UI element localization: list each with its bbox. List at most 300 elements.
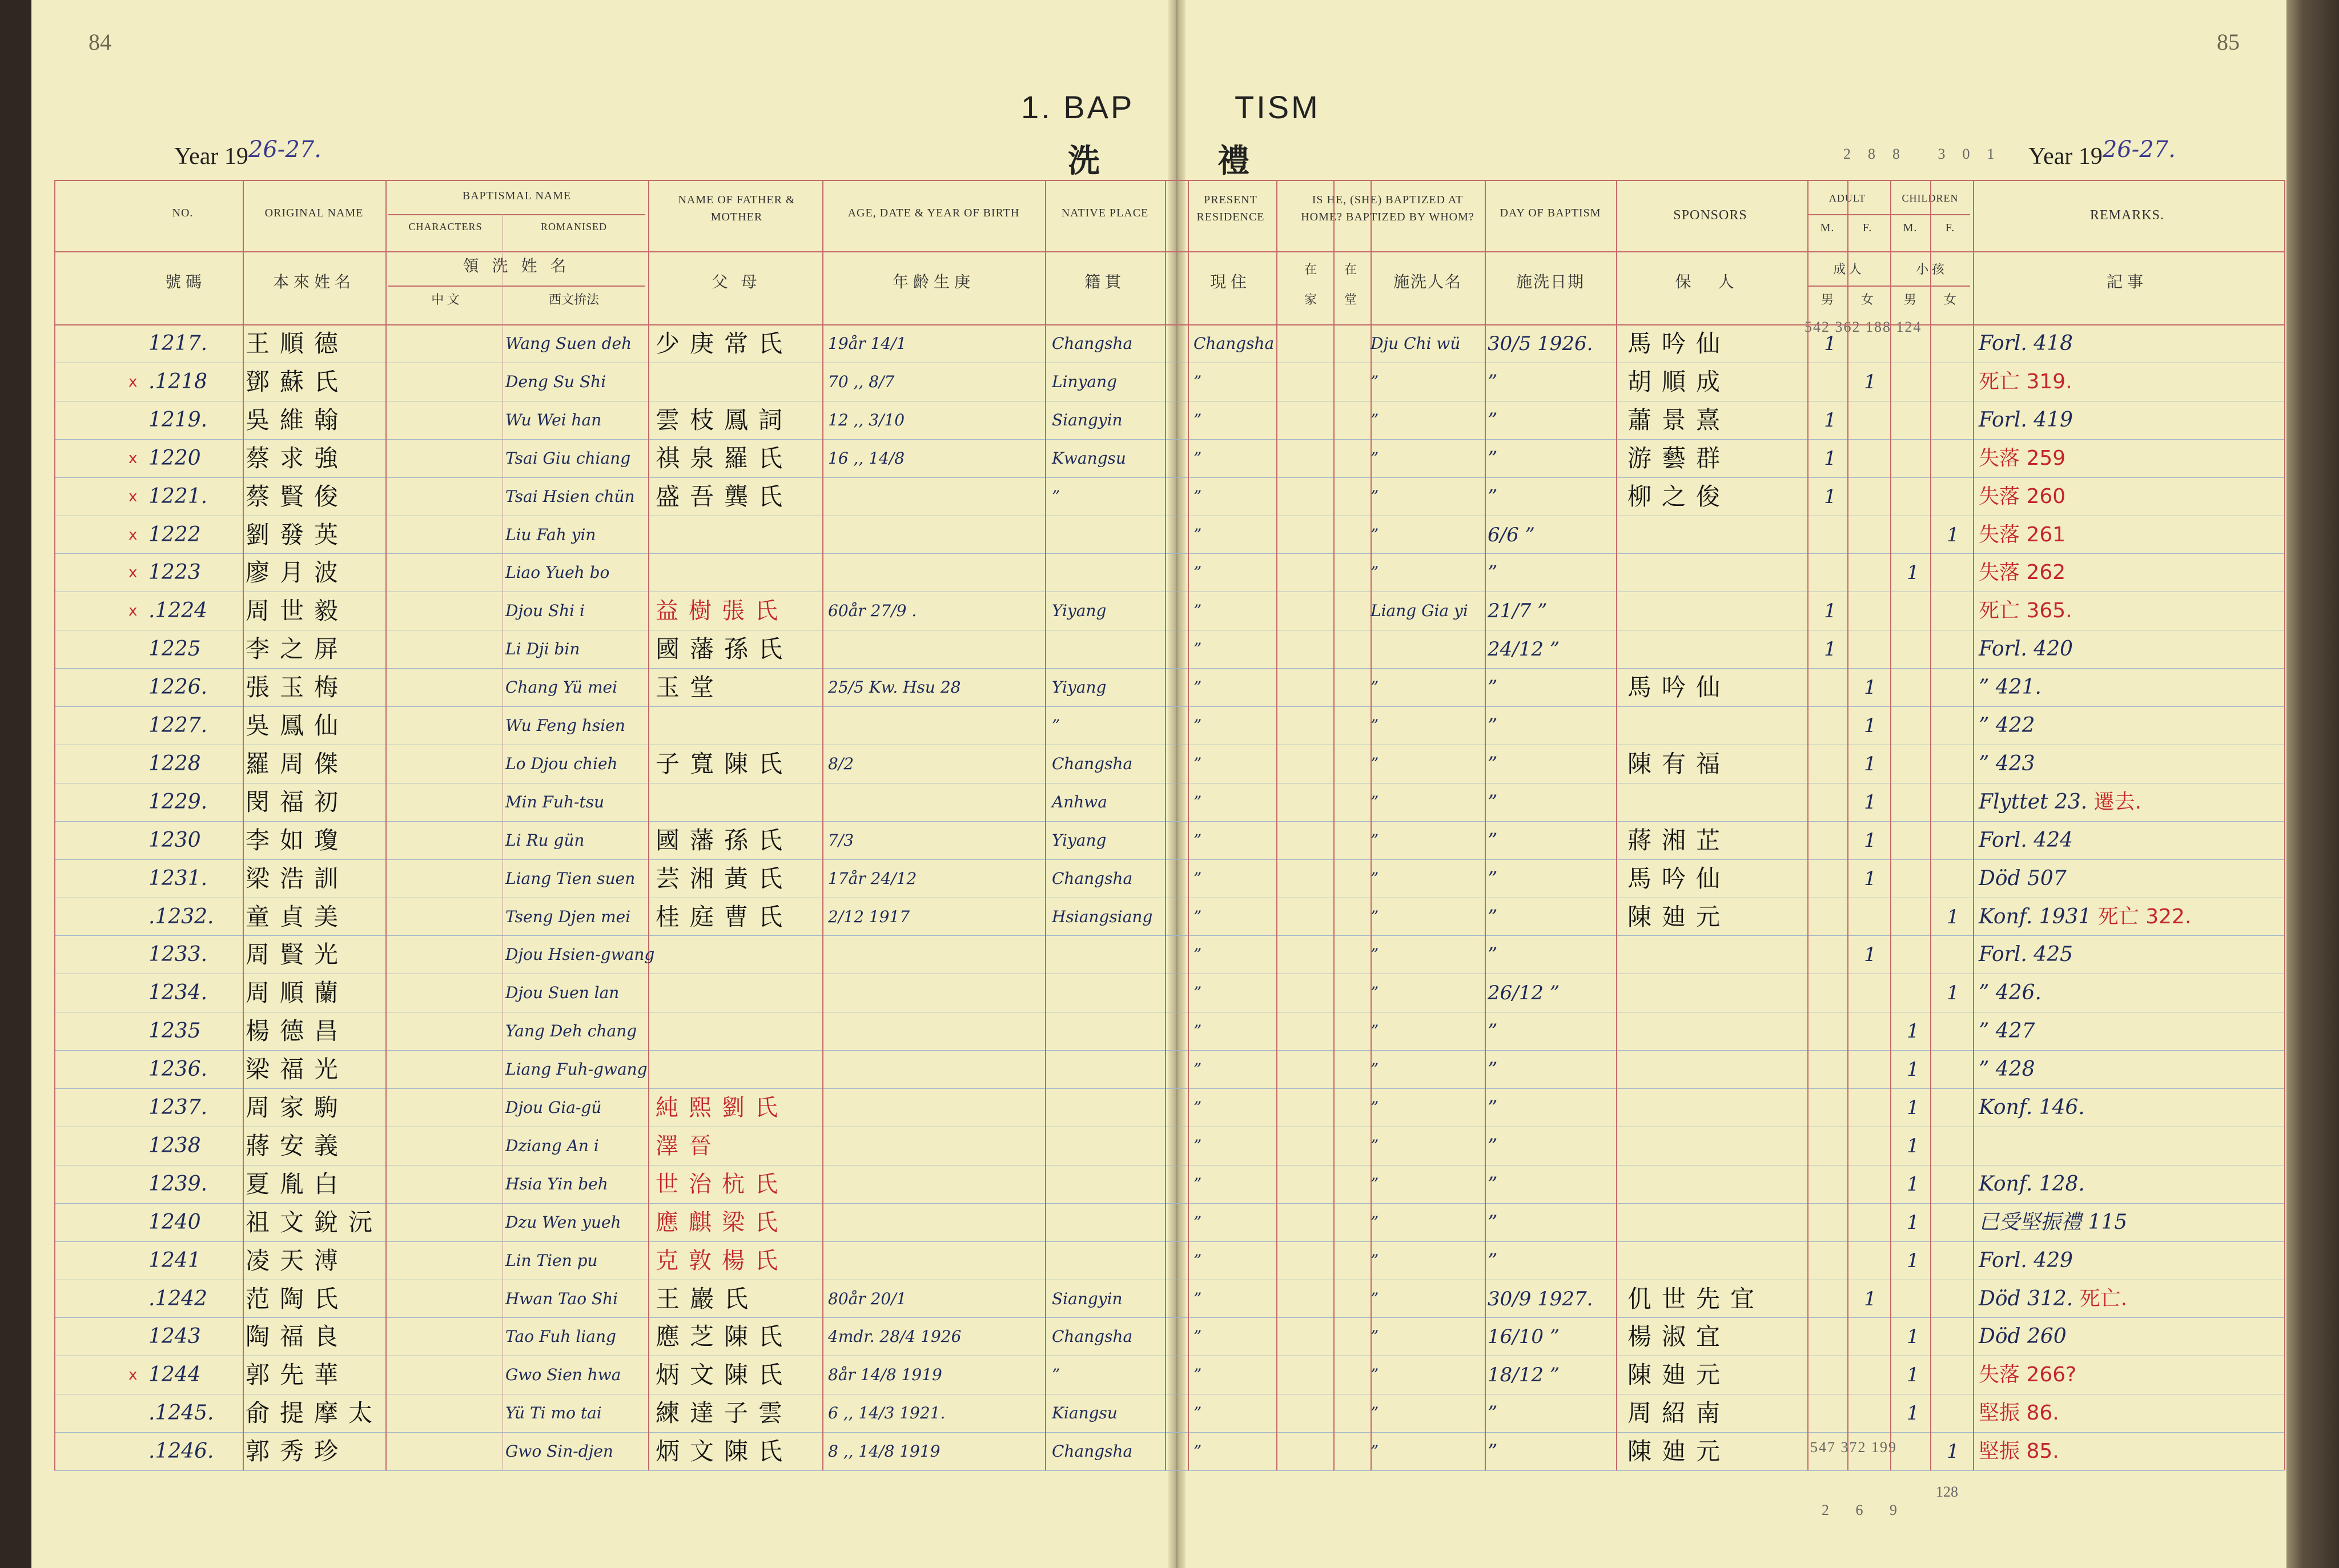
sponsor-name: 胡順成 [1627,367,1731,396]
residence: ” [1193,1136,1202,1155]
native-place: Kwangsu [1052,448,1126,468]
original-name: 梁福光 [246,1055,349,1084]
rule-v [1616,180,1617,1470]
rule-v [1973,180,1974,1470]
year-value-left: 26-27. [248,136,321,163]
age-birth: 8/2 [828,754,854,773]
remarks [1979,670,2041,705]
rule-h [54,1241,2284,1242]
rule-h [1807,286,1970,287]
tally-mark: 1 [1824,332,1836,355]
day-of-baptism: ” [1488,752,1498,775]
header-child-m: M. [1903,222,1918,234]
residence: ” [1193,907,1202,926]
baptized-by: ” [1371,1212,1379,1232]
original-name: 祖文銳沅 [246,1208,383,1236]
rule-v [822,180,823,1470]
remarks [1979,1320,2067,1354]
entry-number: 1243 [148,1325,201,1349]
remark-text: Död 312. [1979,1286,2073,1310]
header-zh-f1: 女 [1860,292,1874,307]
sponsor-name: 馬吟仙 [1627,673,1731,702]
original-name: 蔡求強 [246,444,349,472]
romanised-name: Min Fuh-tsu [505,792,605,811]
rule-v [243,180,244,1470]
header-father-mother: NAME OF FATHER & MOTHER [678,194,795,223]
left-page-number: 84 [89,29,111,55]
remark-text: Forl. 424 [1979,828,2073,852]
romanised-name: Djou Suen lan [505,983,620,1003]
original-name: 李之屏 [246,635,349,664]
remarks [1979,403,2073,437]
tally-mark: 1 [1864,790,1876,814]
day-of-baptism: ” [1488,1058,1498,1081]
romanised-name: Lin Tien pu [505,1251,598,1270]
remarks [1979,709,2035,743]
tally-mark: 1 [1907,1402,1919,1425]
year-label-left: Year 19 [174,143,248,170]
baptized-by: ” [1371,1404,1379,1423]
romanised-name: Yü Ti mo tai [505,1404,602,1423]
native-place: ” [1052,1365,1060,1385]
header-zh-m1: 男 [1820,292,1834,307]
tally-mark: 1 [1907,1211,1919,1234]
rule-h [54,1470,2284,1471]
parents-name: 芸湘黃氏 [656,864,793,892]
cross-mark: x [128,373,138,391]
age-birth: 80år 20/1 [828,1289,907,1308]
parents-name: 玉堂 [656,673,725,702]
romanised-name: Liao Yueh bo [505,563,610,582]
tally-mark: 1 [1907,1325,1919,1349]
header-zh-hall1: 在 [1344,262,1357,276]
baptized-by: ” [1371,372,1379,391]
entry-number: 1223 [148,561,201,585]
age-birth: 2/12 1917 [828,907,910,926]
entry-number: 1241 [148,1248,201,1272]
native-place: Anhwa [1052,792,1107,811]
baptized-by: ” [1371,678,1379,697]
remark-text: Konf. 1931 [1979,904,2092,928]
original-name: 楊德昌 [246,1017,349,1046]
baptized-by: ” [1371,1442,1379,1461]
residence: ” [1193,716,1202,735]
day-of-baptism: ” [1488,676,1498,699]
tally-mark: 1 [1947,982,1959,1005]
baptized-by: ” [1371,448,1379,468]
cross-mark: x [128,449,138,467]
residence: ” [1193,1289,1202,1308]
residence: ” [1193,1404,1202,1423]
romanised-name: Li Dji bin [505,640,580,659]
parents-name: 桂庭曹氏 [656,902,793,931]
entry-number: 1221. [148,484,208,508]
baptized-by: ” [1371,1289,1379,1308]
remarks [1979,862,2067,896]
baptized-by: ” [1371,1098,1379,1117]
remark-text: Forl. 419 [1979,408,2073,432]
age-birth: 6 ,, 14/3 1921. [828,1404,946,1423]
remarks [1979,441,2065,476]
remarks [1979,1167,2085,1201]
cross-mark: x [128,564,138,582]
remarks [1979,1434,2059,1469]
rule-h [388,286,645,287]
sponsor-name: 蕭景熹 [1627,405,1731,434]
remark-red-text: 堅振 86. [1979,1401,2059,1425]
remark-red-text: 失落 260 [1979,484,2066,508]
title-zh-right: 禮 [1217,144,1249,179]
native-place: Changsha [1052,334,1133,353]
day-of-baptism: ” [1488,1096,1498,1119]
remark-text: ” 423 [1979,751,2035,775]
native-place: Siangyin [1052,1289,1123,1308]
sponsor-name: 楊淑宜 [1627,1322,1731,1351]
remark-text: ” 426. [1979,981,2042,1005]
native-place: Yiyang [1052,601,1107,621]
baptized-by: Dju Chi wü [1371,334,1461,353]
romanised-name: Li Ru gün [505,830,585,850]
header-zh-f2: 女 [1943,292,1956,307]
rule-v [1188,180,1189,1470]
parents-name: 少庚常氏 [656,329,793,357]
year-value-right: 26-27. [2102,136,2176,163]
age-birth: 17år 24/12 [828,869,917,888]
rule-h [54,553,2284,554]
original-name: 周賢光 [246,940,349,969]
entry-number: 1236. [148,1058,208,1081]
day-of-baptism: ” [1488,1020,1498,1043]
day-of-baptism: 21/7 ” [1488,600,1548,623]
original-name: 郭秀珍 [246,1437,349,1466]
romanised-name: Liang Fuh-gwang [505,1060,648,1079]
header-age: AGE, DATE & YEAR OF BIRTH [847,207,1020,219]
tally-mark: 1 [1864,714,1876,737]
residence: ” [1193,525,1202,544]
sponsor-name: 陳廸元 [1627,1361,1731,1389]
remark-red-text: 死亡 319. [1979,369,2072,393]
tally-mark: 1 [1947,905,1959,928]
entry-number: .1242 [148,1286,208,1310]
day-of-baptism: ” [1488,790,1498,814]
entry-number: 1217. [148,332,208,355]
entry-number: 1231. [148,866,208,890]
day-of-baptism: ” [1488,867,1498,890]
right-page-number: 85 [2217,29,2240,55]
original-name: 閔福初 [246,787,349,816]
day-of-baptism: ” [1488,829,1498,852]
parents-name: 應麒梁氏 [656,1209,788,1236]
original-name: 周家駒 [246,1093,349,1121]
romanised-name: Tsai Giu chiang [505,448,631,468]
remark-text: Konf. 146. [1979,1096,2085,1119]
rule-h [1807,214,1970,215]
remark-red-text: 堅振 85. [1979,1440,2059,1464]
header-zh-m2: 男 [1903,292,1916,307]
cross-mark: x [128,602,138,620]
header-children: CHILDREN [1902,192,1959,204]
day-of-baptism: ” [1488,370,1498,393]
remark-text: Forl. 418 [1979,332,2073,355]
rule-v [1485,180,1486,1470]
original-name: 童貞美 [246,902,349,931]
parents-name: 應芝陳氏 [656,1322,793,1351]
native-place: Changsha [1052,1327,1133,1346]
day-of-baptism: ” [1488,408,1498,432]
residence: ” [1193,1174,1202,1193]
header-adult-m: M. [1820,222,1835,234]
romanised-name: Djou Gia-gü [505,1098,602,1117]
header-original-name: ORIGINAL NAME [264,207,364,219]
baptized-by: ” [1371,983,1379,1003]
residence: ” [1193,1365,1202,1385]
original-name: 羅周傑 [246,749,349,778]
day-of-baptism: 24/12 ” [1488,638,1560,661]
residence: ” [1193,563,1202,582]
parents-name: 國藩孫氏 [656,635,793,664]
tally-mark: 1 [1907,1249,1919,1272]
residence: ” [1193,983,1202,1003]
tally-mark: 1 [1864,676,1876,699]
cross-mark: x [128,526,138,544]
rule-h [388,214,645,215]
original-name: 俞提摩太 [246,1399,383,1428]
original-name: 陶福良 [246,1322,349,1351]
header-residence: PRESENT RESIDENCE [1196,194,1265,223]
year-left [174,136,321,170]
year-label-right: Year 19 [2028,143,2103,170]
entry-number: 1222 [148,522,201,546]
day-of-baptism: 6/6 ” [1488,523,1535,546]
entry-number: 1226. [148,676,208,699]
original-name: 梁浩訓 [246,864,349,892]
top-tally: 288 301 [1843,146,2012,162]
header-day: DAY OF BAPTISM [1500,207,1601,219]
residence: ” [1193,678,1202,697]
romanised-name: Djou Hsien-gwang [505,945,655,964]
remarks [1979,1244,2073,1278]
remark-red-text: 死亡 365. [1979,599,2072,623]
rule-v [1930,180,1931,1470]
book-edge [2286,0,2339,1568]
header-sponsors: SPONSORS [1673,208,1747,223]
remark-red-text: 失落 262 [1979,561,2066,585]
romanised-name: Gwo Sin-djen [505,1442,613,1461]
entry-number: 1233. [148,943,208,967]
entry-number: .1245. [148,1401,214,1425]
remark-red-text: 失落 261 [1979,522,2066,546]
day-of-baptism: ” [1488,1440,1498,1464]
header-adult: ADULT [1828,192,1866,204]
romanised-name: Liu Fah yin [505,525,596,544]
remarks [1979,900,2191,934]
remark-text: ” 428 [1979,1058,2035,1081]
rule-h [54,1432,2284,1433]
entry-number: 1229. [148,790,208,814]
title-right: TISM [1235,89,1320,125]
day-of-baptism: ” [1488,1402,1498,1425]
romanised-name: Yang Deh chang [505,1022,637,1041]
baptized-by: ” [1371,945,1379,964]
native-place: Siangyin [1052,410,1123,429]
remarks [1979,1052,2035,1087]
parents-name: 澤晉 [656,1132,722,1159]
residence: ” [1193,410,1202,429]
tally-mark: 1 [1907,1096,1919,1119]
native-place: ” [1052,487,1060,506]
remarks [1979,1091,2085,1125]
remark-red-text: 死亡 322. [2091,904,2192,928]
day-of-baptism: ” [1488,1249,1498,1272]
residence: ” [1193,945,1202,964]
day-of-baptism: ” [1488,561,1498,585]
rule-h [54,477,2284,478]
rule-v [1807,180,1808,1470]
original-name: 夏胤白 [246,1169,349,1198]
title-zh-left: 洗 [1068,144,1100,179]
age-birth: 4mdr. 28/4 1926 [828,1327,962,1346]
header-zh-native: 籍貫 [1084,274,1126,291]
entry-number: 1240 [148,1210,201,1234]
header-romanised: ROMANISED [540,221,607,232]
original-name: 蔣安義 [246,1131,349,1160]
remark-text: Forl. 425 [1979,943,2073,967]
residence: ” [1193,754,1202,773]
age-birth: 19år 14/1 [828,334,907,353]
header-characters: CHARACTERS [408,221,483,232]
original-name: 蔡賢俊 [246,482,349,510]
tally-mark: 1 [1907,561,1919,585]
residence: ” [1193,601,1202,621]
header-zh-chars: 中 文 [431,292,460,307]
bottom-tally: 547 372 199 [1810,1439,1897,1456]
parents-name: 祺泉羅氏 [656,444,793,472]
remark-text: Forl. 420 [1979,637,2073,661]
residence: Changsha [1193,334,1275,353]
romanised-name: Tsai Hsien chün [505,487,635,506]
romanised-name: Tao Fuh liang [505,1327,616,1346]
remarks [1979,365,2072,399]
day-of-baptism: 18/12 ” [1488,1364,1560,1387]
header-zh-remarks: 記事 [2106,274,2148,291]
romanised-name: Gwo Sien hwa [505,1365,621,1385]
remarks [1979,518,2065,552]
header-zh-no: 號碼 [164,274,206,291]
rule-h [54,439,2284,440]
baptized-by: ” [1371,754,1379,773]
header-zh-home1: 在 [1304,262,1317,276]
header-zh-hall2: 堂 [1344,292,1357,307]
header-child-f: F. [1945,222,1955,234]
age-birth: 8 ,, 14/8 1919 [828,1442,941,1461]
parents-name: 炳文陳氏 [656,1437,793,1466]
rule-v [1045,180,1046,1470]
parents-name: 盛吾龔氏 [656,482,793,510]
romanised-name: Tseng Djen mei [505,907,631,926]
original-name: 吳維翰 [246,405,349,434]
remarks [1979,327,2073,361]
tally-mark: 1 [1947,523,1959,546]
age-birth: 12 ,, 3/10 [828,410,905,429]
parents-name: 克敦楊氏 [656,1247,788,1274]
day-of-baptism: ” [1488,943,1498,967]
baptized-by: ” [1371,1174,1379,1193]
day-of-baptism: ” [1488,447,1498,470]
romanised-name: Dzu Wen yueh [505,1212,621,1232]
header-zh-child: 小 孩 [1916,262,1944,276]
rule-v [54,180,55,1470]
entry-number: .1218 [148,369,208,393]
residence: ” [1193,1327,1202,1346]
tally-mark: 1 [1864,1287,1876,1310]
entry-number: 1238 [148,1133,201,1157]
sponsor-name: 蔣湘芷 [1627,826,1731,854]
rule-v [1333,180,1335,1470]
romanised-name: Chang Yü mei [505,678,618,697]
day-of-baptism: 26/12 ” [1488,982,1560,1005]
rule-v [648,180,649,1470]
rule-h [54,180,2284,181]
baptized-by: ” [1371,1060,1379,1079]
sponsor-name: 仉世先宜 [1627,1284,1765,1313]
baptized-by: ” [1371,830,1379,850]
header-zh-by: 施洗人名 [1393,274,1462,291]
baptized-by: ” [1371,1022,1379,1041]
remark-text: ” 422 [1979,714,2035,737]
original-name: 周世毅 [246,597,349,625]
romanised-name: Hsia Yin beh [505,1174,608,1193]
header-native: NATIVE PLACE [1061,207,1149,219]
tally-mark: 1 [1824,408,1836,432]
day-of-baptism: 30/9 1927. [1488,1287,1593,1310]
book-gutter [1168,0,1185,1568]
remarks [1979,976,2041,1010]
parents-name: 國藩孫氏 [656,826,793,854]
rule-h [54,1088,2284,1089]
parents-name: 子寬陳氏 [656,749,793,778]
rule-h [54,1317,2284,1318]
original-name: 郭先華 [246,1361,349,1389]
remarks [1979,1358,2076,1392]
residence: ” [1193,1442,1202,1461]
rule-v [1890,180,1891,1470]
remarks [1979,480,2065,514]
baptized-by: ” [1371,487,1379,506]
remarks [1979,785,2141,819]
sponsor-name: 陳廸元 [1627,902,1731,931]
header-zh-sponsors: 保 人 [1675,274,1746,291]
rule-h [54,1203,2284,1204]
entry-number: 1225 [148,637,201,661]
tally-mark: 1 [1864,943,1876,967]
remark-text: ” 421. [1979,676,2042,699]
romanised-name: Lo Djou chieh [505,754,618,773]
remark-text: Forl. 429 [1979,1248,2073,1272]
rule-v [2284,180,2285,1470]
rule-h [54,859,2284,860]
remark-red-text: 失落 266? [1979,1363,2077,1387]
cross-mark: x [128,1366,138,1384]
tally-mark: 1 [1947,1440,1959,1464]
header-zh-roman: 西文拚法 [548,292,599,307]
rule-v [1276,180,1277,1470]
remarks [1979,1396,2059,1430]
residence: ” [1193,869,1202,888]
age-birth: 25/5 Kw. Hsu 28 [828,678,961,697]
tally-mark: 1 [1864,829,1876,852]
rule-h [54,668,2284,669]
tally-mark: 1 [1824,600,1836,623]
